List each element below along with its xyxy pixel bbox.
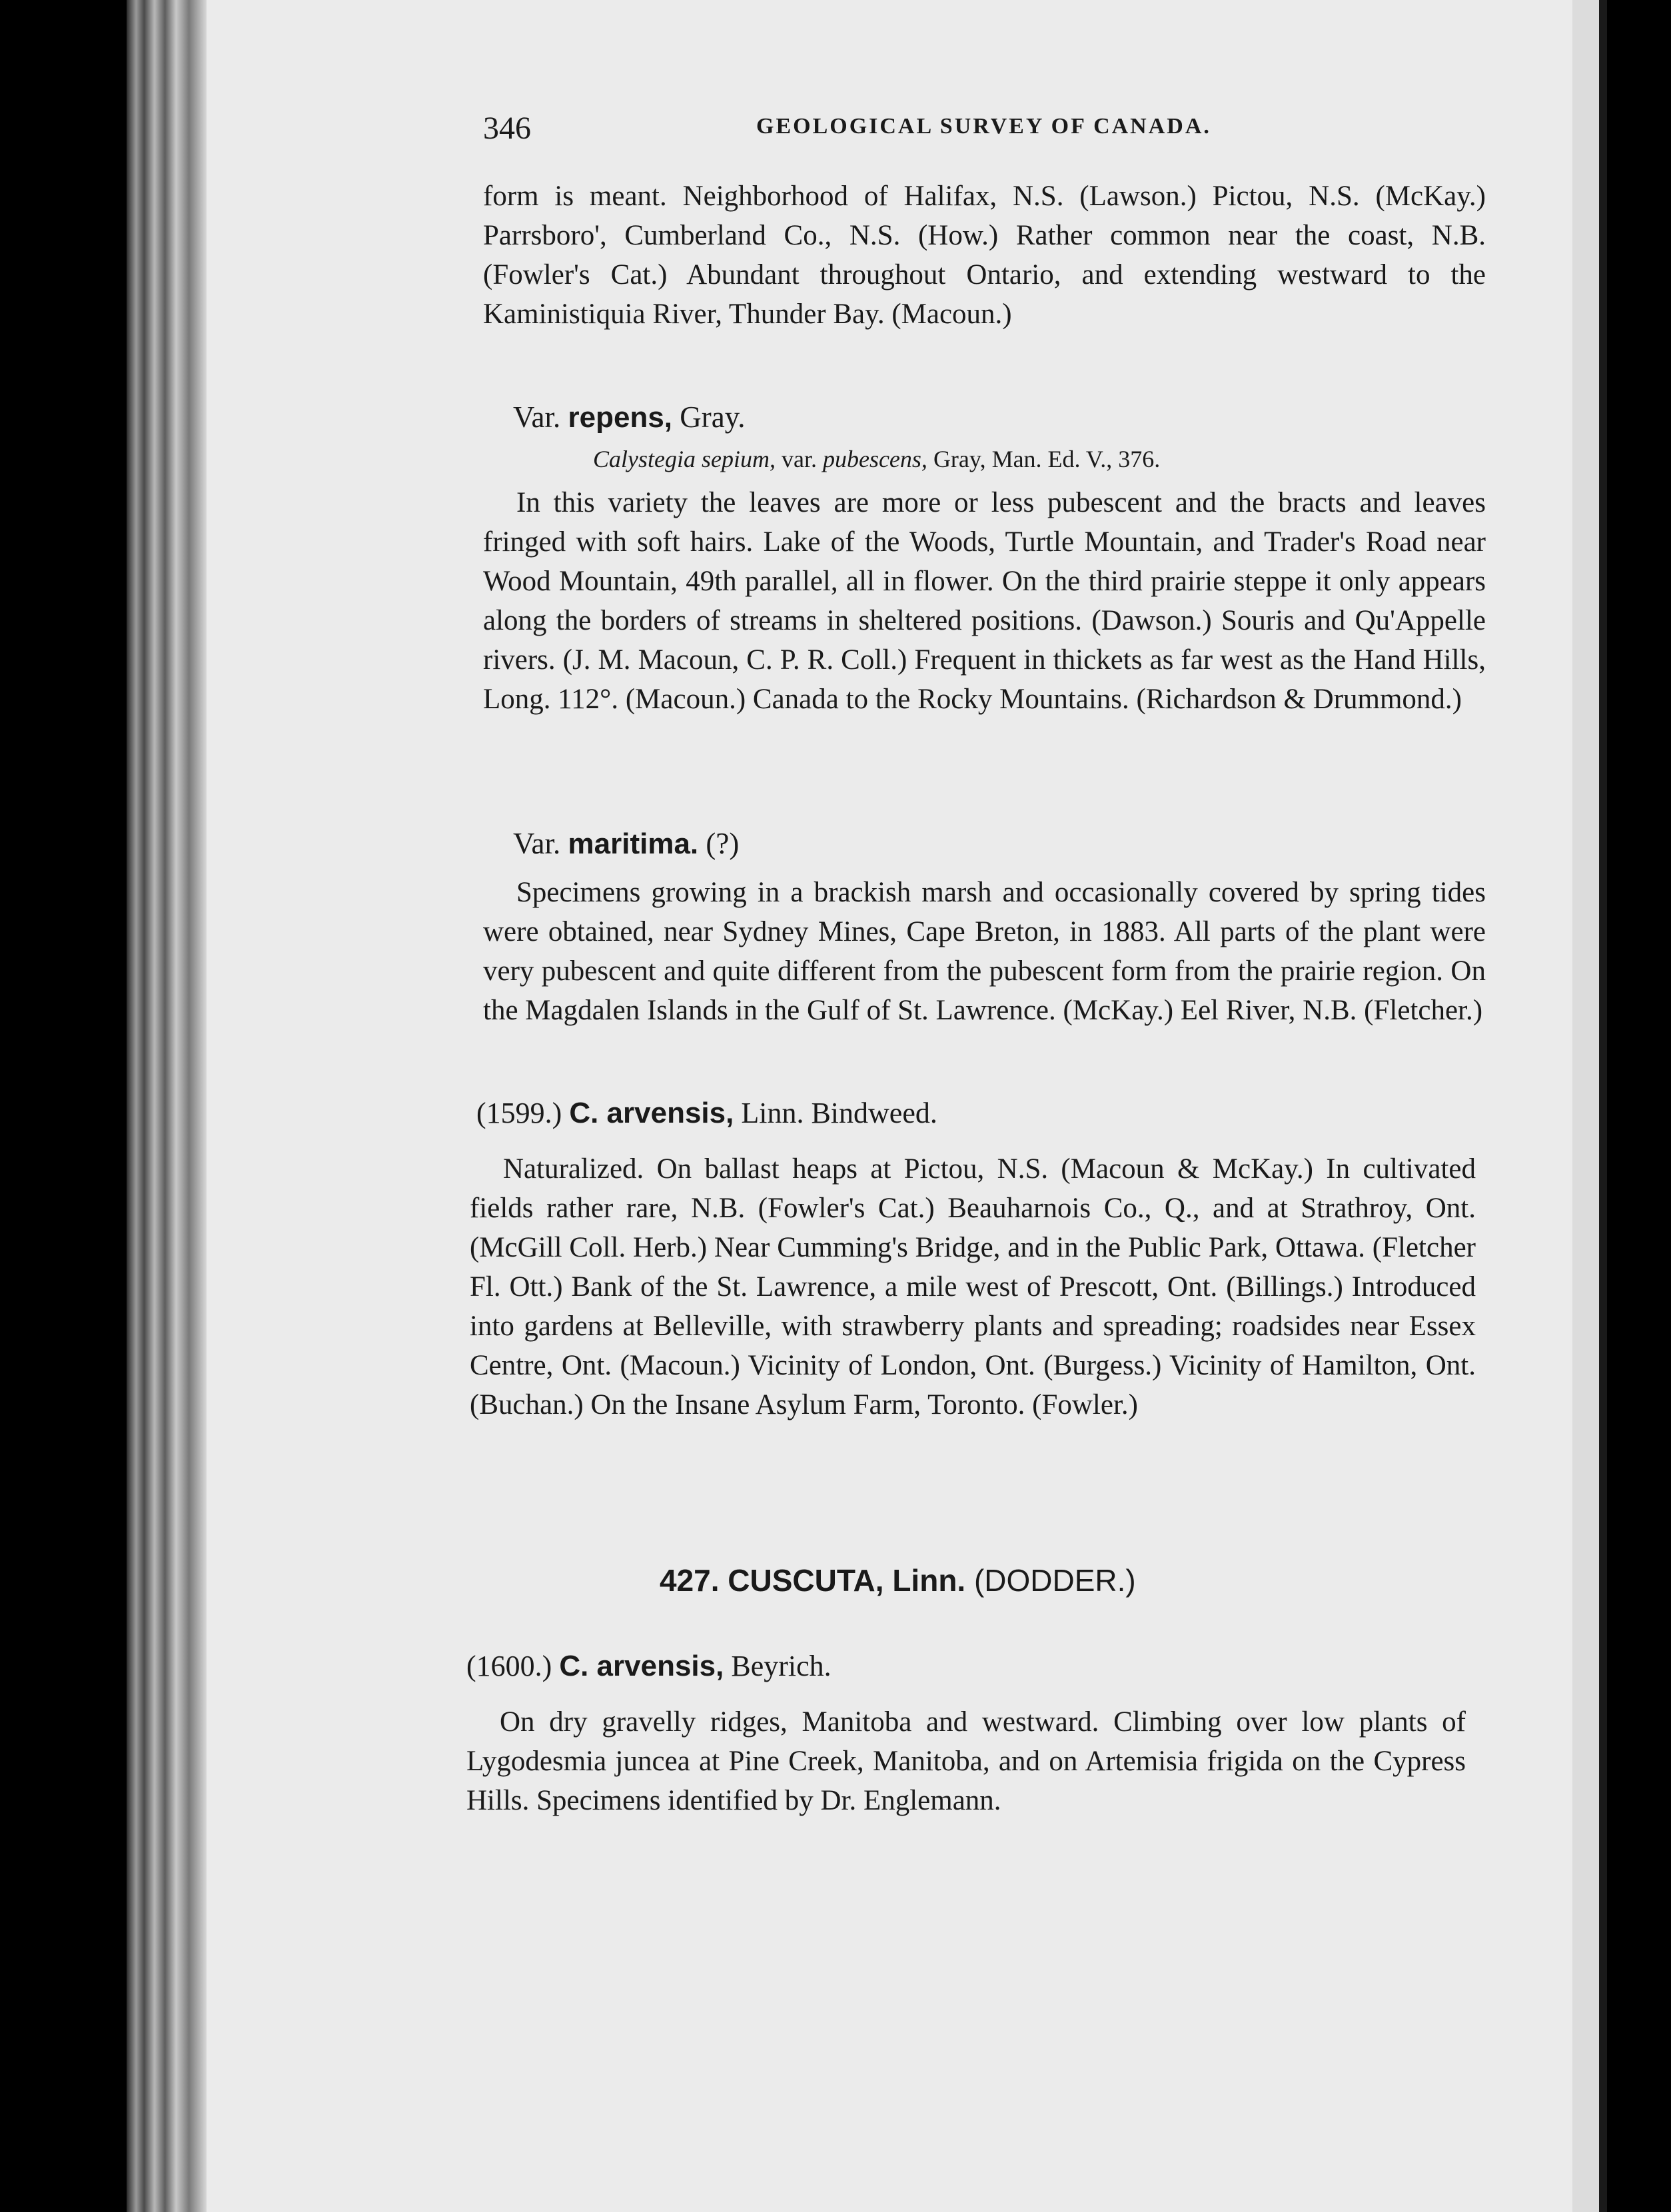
book-page-edges — [127, 0, 207, 2212]
running-title: GEOLOGICAL SURVEY OF CANADA. — [756, 114, 1211, 139]
paragraph-3: Specimens growing in a brackish marsh and occasionally covered by spring tides were obtained, near Sydney Mines, Cape Breton, in 1883. All parts of the plant were very pubescent and quite different from the pubescent form from the prairie region. On the Magdalen Islands in the Gulf of St. Lawrence. (McKay.) Eel River, N.B. (Fletcher.) — [483, 877, 1486, 1026]
synonym-genus: Calystegia sepium, — [593, 446, 776, 472]
species-heading-1600 — [466, 1649, 832, 1683]
paragraph-1: form is meant. Neighborhood of Halifax, N.S. (Lawson.) Pictou, N.S. (McKay.) Parrsboro', Cumberland Co., N.S. (How.) Rather common near the coast, N.B. (Fowler's Cat.) Abundant throughout Ontario, and extending westward to the Kaministiquia River, Thunder Bay. (Macoun.) — [483, 181, 1486, 330]
species-number: (1599.) — [476, 1097, 562, 1129]
variety-name: maritima. — [568, 828, 699, 860]
variety-heading-repens — [513, 400, 746, 434]
right-page-edge — [1572, 0, 1599, 2212]
species-name: C. arvensis, — [569, 1097, 734, 1129]
genus-common-name: (DODDER.) — [973, 1563, 1136, 1598]
variety-author: (?) — [706, 827, 740, 860]
species-author: Linn. Bindweed. — [741, 1097, 937, 1129]
synonym-line — [593, 445, 1160, 473]
synonym-reference: Gray, Man. Ed. V., 376. — [933, 446, 1161, 472]
species-heading-1599 — [476, 1096, 937, 1130]
variety-name: repens, — [568, 401, 673, 434]
species-name: C. arvensis, — [559, 1650, 724, 1682]
synonym-var: var. — [781, 446, 817, 472]
species-number: (1600.) — [466, 1650, 552, 1682]
page-number: 346 — [483, 111, 531, 146]
genus-name: 427. CUSCUTA, Linn. — [660, 1563, 966, 1598]
variety-author: Gray. — [680, 400, 746, 434]
synonym-epithet: pubescens, — [822, 446, 927, 472]
paragraph-2: In this variety the leaves are more or less pubescent and the bracts and leaves fringed with soft hairs. Lake of the Woods, Turtle Mountain, and Trader's Road near Wood Mountain, 49th parallel, all in flower. On the third prairie steppe it only appears along the borders of streams in sheltered positions. (Dawson.) Souris and Qu'Appelle rivers. (J. M. Macoun, C. P. R. Coll.) Frequent in thickets as far west as the Hand Hills, Long. 112°. (Macoun.) Canada to the Rocky Mountains. (Richardson & Drummond.) — [483, 487, 1486, 715]
paragraph-4: Naturalized. On ballast heaps at Pictou, N.S. (Macoun & McKay.) In cultivated fields rather rare, N.B. (Fowler's Cat.) Beauharnois Co., Q., and at Strathroy, Ont. (McGill Coll. Herb.) Near Cumming's Bridge, and in the Public Park, Ottawa. (Fletcher Fl. Ott.) Bank of the St. Lawrence, a mile west of Prescott, Ont. (Billings.) Introduced into gardens at Belleville, with strawberry plants and spreading; roadsides near Essex Centre, Ont. (Macoun.) Vicinity of London, Ont. (Burgess.) Vicinity of Hamilton, Ont. (Buchan.) On the Insane Asylum Farm, Toronto. (Fowler.) — [470, 1153, 1476, 1420]
variety-prefix: Var. — [513, 827, 561, 860]
right-shadow — [1599, 0, 1607, 2212]
species-author: Beyrich. — [731, 1650, 832, 1682]
genus-heading — [660, 1562, 1136, 1598]
page-header — [483, 110, 1549, 150]
variety-prefix: Var. — [513, 400, 561, 434]
paragraph-5: On dry gravelly ridges, Manitoba and westward. Climbing over low plants of Lygodesmia juncea at Pine Creek, Manitoba, and on Artemisia frigida on the Cypress Hills. Specimens identified by Dr. Englemann. — [466, 1706, 1466, 1816]
variety-heading-maritima — [513, 826, 739, 861]
